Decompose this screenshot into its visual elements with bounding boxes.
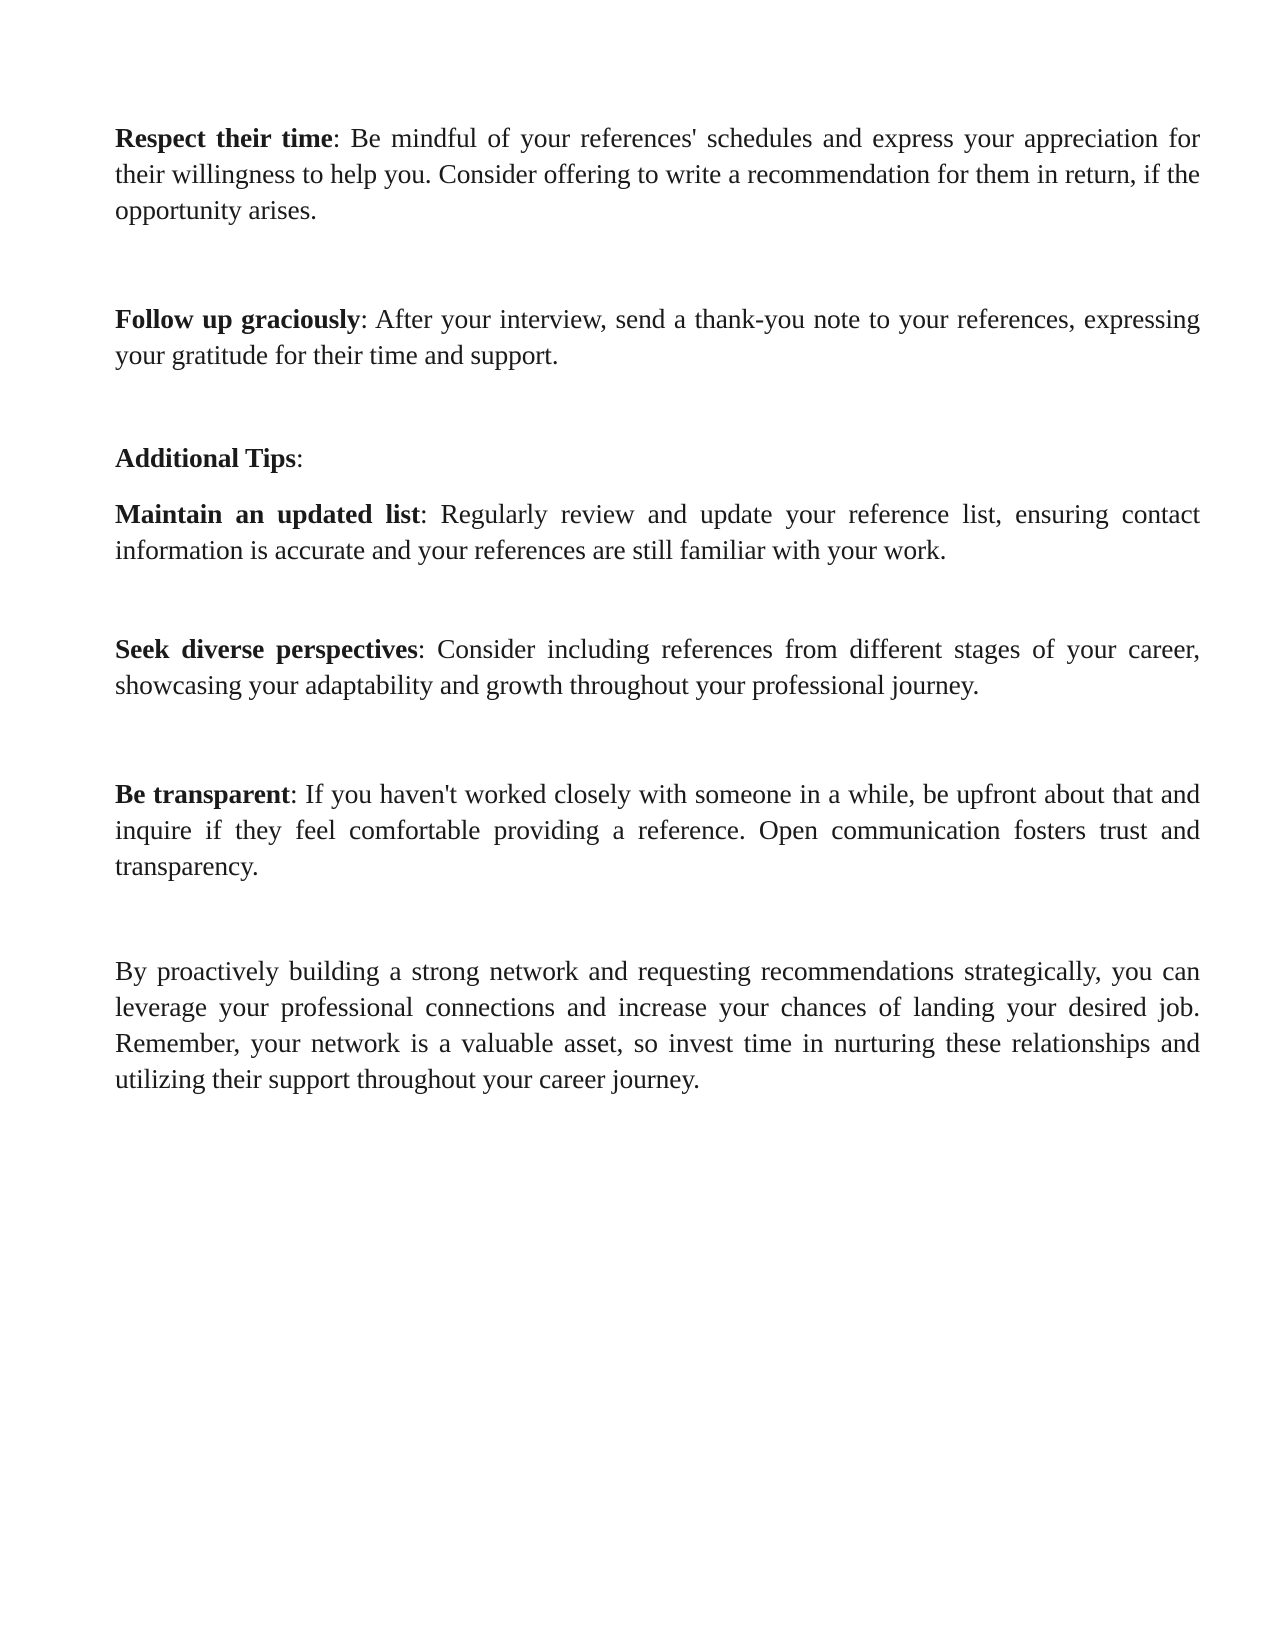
paragraph-body-text: : After your interview, send a thank-you note to your references, expressing your gratitude for their time and support. (115, 303, 1201, 370)
paragraph-lead-bold: Respect their time (115, 122, 333, 153)
paragraph-respect-their-time (115, 120, 1200, 228)
paragraph-seek-diverse-perspectives (115, 631, 1200, 703)
paragraph-lead-bold: Seek diverse perspectives (115, 633, 418, 664)
paragraph-lead-bold: Follow up graciously (115, 303, 361, 334)
paragraph-lead-bold: Be transparent (115, 778, 290, 809)
heading-colon: : (295, 442, 304, 473)
paragraph-body-text: : Consider including references from different stages of your career, showcasing your adaptability and growth throughout your professional journey. (115, 633, 1201, 700)
paragraph-lead-bold: Maintain an updated list (115, 498, 420, 529)
paragraph-body-text: By proactively building a strong network and requesting recommendations strategically, you can leverage your professional connections and increase your chances of landing your desired job. Remember, your network is a valuable asset, so invest time in nurturing these relationships and utilizing their support throughout your career journey. (115, 955, 1200, 1094)
paragraph-follow-up-graciously (115, 301, 1200, 373)
paragraph-body-text: : If you haven't worked closely with someone in a while, be upfront about that and inquire if they feel comfortable providing a reference. Open communication fosters trust and transparency. (115, 778, 1201, 881)
paragraph-maintain-updated-list (115, 496, 1200, 568)
paragraph-body-text: : Be mindful of your references' schedules and express your appreciation for their willingness to help you. Consider offering to write a recommendation for them in return, if the opportunity arises. (115, 122, 1200, 225)
additional-tips-heading (115, 440, 1200, 476)
paragraph-closing-summary (115, 953, 1200, 1097)
heading-bold-text: Additional Tips (115, 442, 296, 473)
paragraph-be-transparent (115, 776, 1200, 884)
paragraph-body-text: : Regularly review and update your reference list, ensuring contact information is accurate and your references are still familiar with your work. (115, 498, 1201, 565)
